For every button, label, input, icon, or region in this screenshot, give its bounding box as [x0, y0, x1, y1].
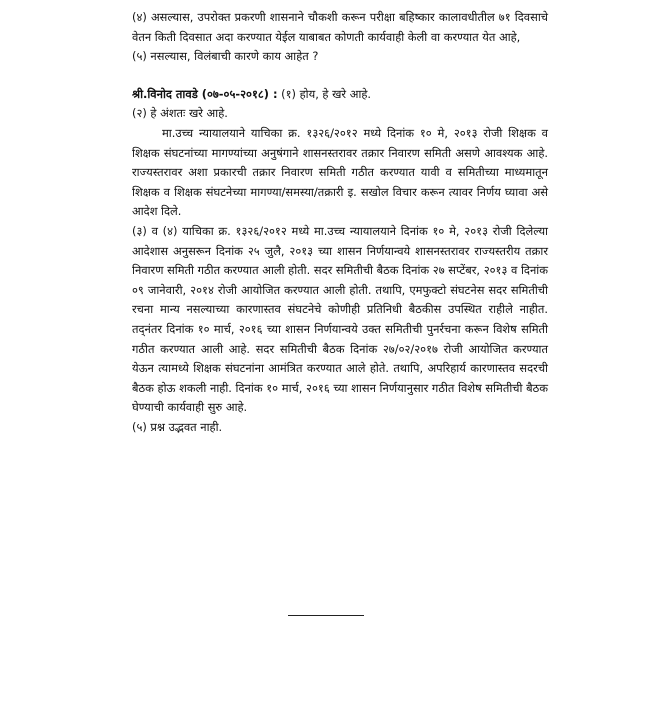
- question-4: (४) असल्यास, उपरोक्त प्रकरणी शासनाने चौकशी करून परीक्षा बहिष्कार कालावधीतील ७१ दिवसाचे वेतन किती दिवसात अदा करण्यात येईल याबाबत कोणती कार्यवाही केली वा करण्यात येत आहे,: [132, 10, 548, 44]
- document-body: [132, 8, 548, 437]
- answer-speaker: श्री.विनोद तावडे (०७-०५-२०१८) :: [132, 86, 278, 101]
- answer-2-detail: मा.उच्च न्यायालयाने याचिका क्र. १३२६/२०१२ मध्ये दिनांक १० मे, २०१३ रोजी शिक्षक व शिक्षक संघटनांच्या मागण्यांच्या अनुषंगाने शासनस्तरावर तक्रार निवारण समिती असणे आवश्यक आहे. राज्यस्तरावर अशा प्रकारची तक्रार निवारण समिती गठीत करण्यात यावी व समितीच्या माध्यमातून शिक्षक व शिक्षक संघटनेच्या मागण्या/समस्या/तक्रारी इ. सखोल विचार करून त्यावर निर्णय घ्यावा असे आदेश दिले.: [132, 125, 548, 219]
- answer-heading: [132, 85, 548, 105]
- answer-3-4: (३) व (४) याचिका क्र. १३२६/२०१२ मध्ये मा.उच्च न्यायालयाने दिनांक १० मे, २०१३ रोजी दिलेल्या आदेशास अनुसरून दिनांक २५ जुलै, २०१३ च्या शासन निर्णयान्वये शासनस्तरावर राज्यस्तरीय तक्रार निवारण समिती गठीत करण्यात आली होती. सदर समितीची बैठक दिनांक २७ सप्टेंबर, २०१३ व दिनांक ०९ जानेवारी, २०१४ रोजी आयोजित करण्यात आली होती. तथापि, एमफुक्टो संघटनेस सदर समितीची रचना मान्य नसल्याच्या कारणास्तव संघटनेचे कोणीही प्रतिनिधी बैठकीस उपस्थित राहीले नाहीत. तद्नंतर दिनांक १० मार्च, २०१६ च्या शासन निर्णयान्वये उक्त समितीची पुनर्रचना करून विशेष समिती गठीत करण्यात आली आहे. सदर समितीची बैठक दिनांक २७/०२/२०१७ रोजी आयोजित करण्यात येऊन त्यामध्ये शिक्षक संघटनांना आमंत्रित करण्यात आले होते. तथापि, अपरिहार्य कारणास्तव सदरची बैठक होऊ शकली नाही. दिनांक १० मार्च, २०१६ च्या शासन निर्णयानुसार गठीत विशेष समितीची बैठक घेण्याची कार्यवाही सुरु आहे.: [132, 223, 548, 415]
- question-5: (५) नसल्यास, विलंबाची कारणे काय आहेत ?: [132, 49, 319, 64]
- answer-5: (५) प्रश्न उद्भवत नाही.: [132, 419, 223, 434]
- end-divider: [288, 615, 364, 616]
- answer-1: (१) होय, हे खरे आहे.: [281, 86, 372, 101]
- answer-2: (२) हे अंशतः खरे आहे.: [132, 106, 228, 121]
